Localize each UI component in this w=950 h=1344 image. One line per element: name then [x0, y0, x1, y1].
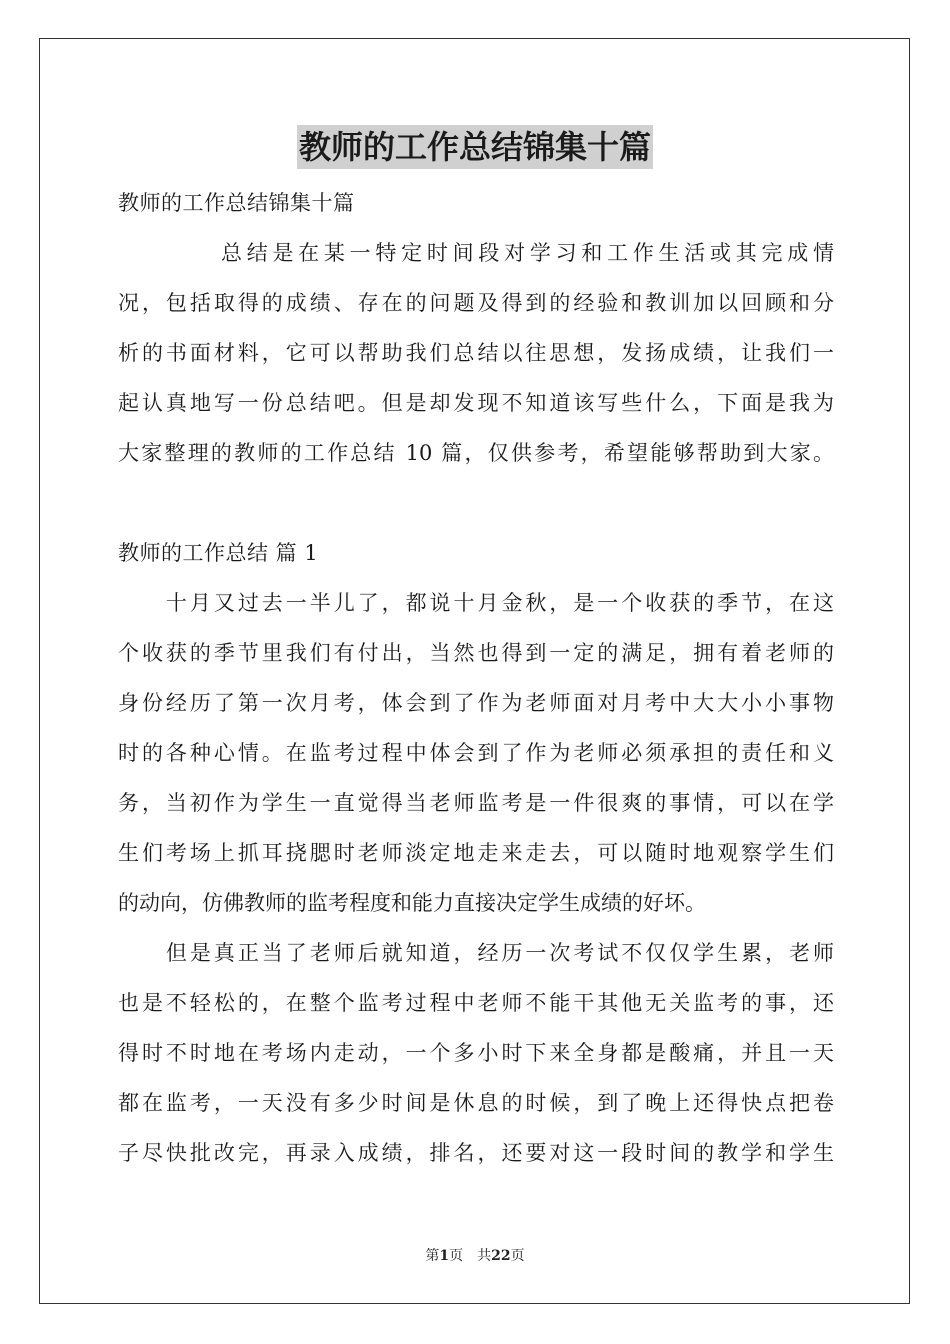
intro-line: 况，包括取得的成绩、存在的问题及得到的经验和教训加以回顾和分: [118, 291, 834, 315]
paragraph-line: 得时不时地在考场内走动，一个多小时下来全身都是酸痛，并且一天: [118, 1041, 834, 1065]
paragraph-line: 身份经历了第一次月考，体会到了作为老师面对月考中大大小小事物: [118, 691, 834, 715]
blank-line: [118, 478, 834, 528]
page-footer: [0, 1246, 950, 1266]
intro-line: 总结是在某一特定时间段对学习和工作生活或其完成情: [118, 241, 834, 265]
paragraph-line: 都在监考，一天没有多少时间是休息的时候，到了晚上还得快点把卷: [118, 1091, 834, 1115]
paragraph-line: 生们考场上抓耳挠腮时老师淡定地走来走去，可以随时地观察学生们: [118, 841, 834, 865]
paragraph-line: 十月又过去一半儿了，都说十月金秋，是一个收获的季节，在这: [118, 591, 834, 615]
intro-line: 起认真地写一份总结吧。但是却发现不知道该写些什么，下面是我为: [118, 391, 834, 415]
document-title: 教师的工作总结锦集十篇: [297, 125, 653, 169]
document-subtitle: 教师的工作总结锦集十篇: [118, 191, 355, 215]
paragraph-line: 务，当初作为学生一直觉得当老师监考是一件很爽的事情，可以在学: [118, 791, 834, 815]
intro-line: 析的书面材料，它可以帮助我们总结以往思想，发扬成绩，让我们一: [118, 341, 834, 365]
footer-total-pages: 22: [491, 1248, 511, 1264]
paragraph-line: 的动向，仿佛教师的监考程度和能力直接决定学生成绩的好坏。: [118, 891, 706, 915]
paragraph-line: 但是真正当了老师后就知道，经历一次考试不仅仅学生累，老师: [118, 941, 834, 965]
footer-page-prefix: 第: [425, 1248, 440, 1264]
paragraph-2: [118, 928, 834, 1178]
paragraph-line: 也是不轻松的，在整个监考过程中老师不能干其他无关监考的事，还: [118, 991, 834, 1015]
paragraph-line: 个收获的季节里我们有付出，当然也得到一定的满足，拥有着老师的: [118, 641, 834, 665]
document-body: [118, 178, 834, 1178]
footer-total-suffix: 页: [510, 1248, 525, 1264]
intro-paragraph: [118, 228, 834, 478]
paragraph-line: 子尽快批改完，再录入成绩，排名，还要对这一段时间的教学和学生: [118, 1141, 834, 1165]
paragraph-line: 时的各种心情。在监考过程中体会到了作为老师必须承担的责任和义: [118, 741, 834, 765]
footer-page-number: 1: [439, 1248, 450, 1264]
footer-page-suffix: 页 共: [449, 1248, 492, 1264]
section-heading: 教师的工作总结 篇 1: [118, 541, 319, 565]
paragraph-1: [118, 578, 834, 928]
title-container: [0, 125, 950, 169]
intro-line: 大家整理的教师的工作总结 10 篇，仅供参考，希望能够帮助到大家。: [118, 441, 834, 465]
